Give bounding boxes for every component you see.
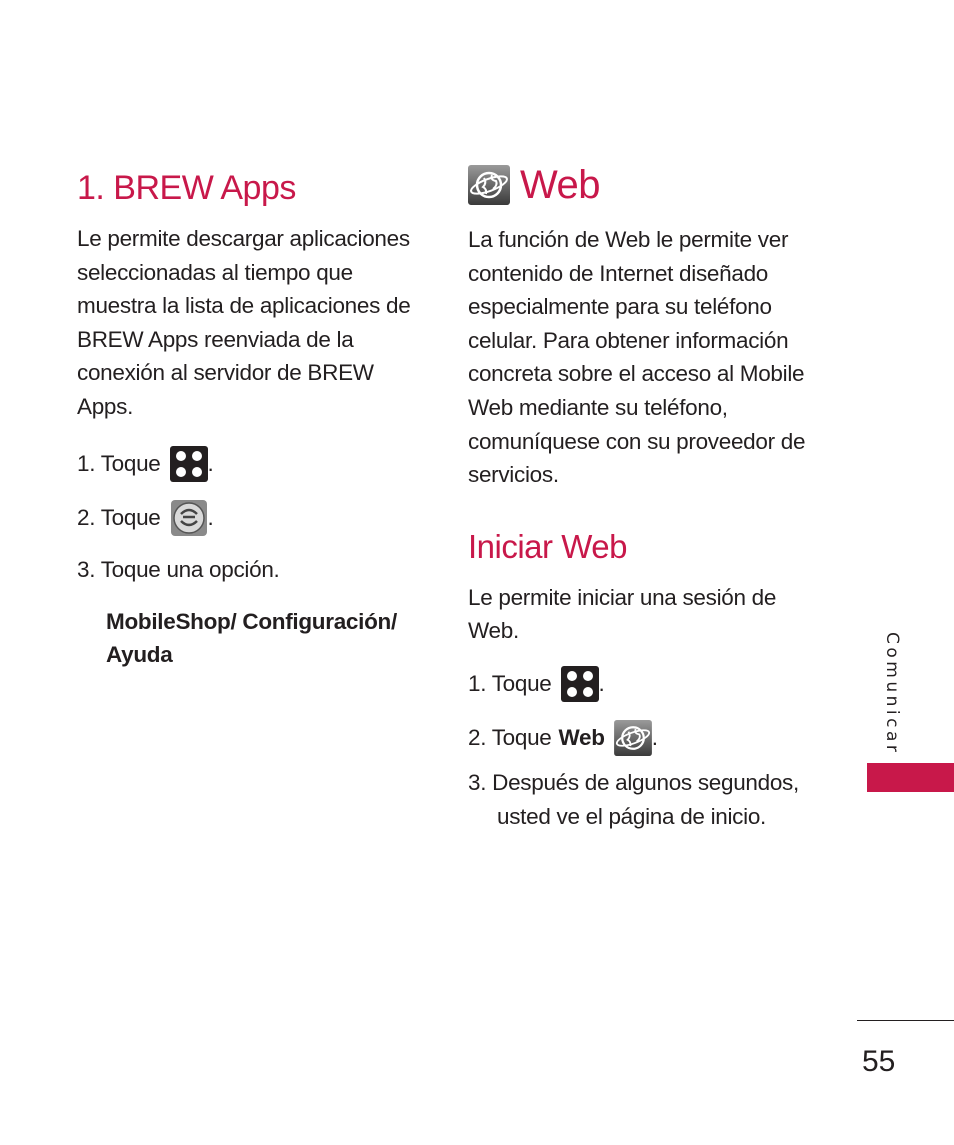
brew-step-2	[77, 499, 432, 537]
web-description: La función de Web le permite ver contenido de Internet diseñado especialmente para su teléfono celular. Para obtener información concreta sobre el acceso al Mobile Web mediante su teléfono, comuníquese con su proveedor de servicios.	[468, 227, 806, 488]
web-section	[468, 162, 828, 833]
brew-step-3	[77, 555, 432, 585]
web-bold-label: Web	[558, 724, 605, 750]
side-tab-label: Comunicar	[882, 632, 902, 756]
step-text: 2. Toque	[468, 724, 552, 750]
side-tab-bar	[867, 763, 954, 792]
menu-grid-icon	[170, 446, 208, 482]
web-step-3: 3. Después de algunos segundos, usted ve el página de inicio.	[468, 769, 799, 829]
brew-apps-heading: 1. BREW Apps	[77, 169, 296, 207]
brew-apps-description: Le permite descargar aplicaciones seleccionadas al tiempo que muestra la lista de aplicaciones de BREW Apps reenviada de la conexión al servidor de BREW Apps.	[77, 226, 411, 419]
step-text: 3. Toque una opción.	[77, 556, 280, 582]
footer-rule	[857, 1020, 954, 1021]
iniciar-web-description: Le permite iniciar una sesión de Web.	[468, 584, 777, 644]
step-text: 2. Toque	[77, 504, 161, 530]
brew-options: MobileShop/ Configuración/ Ayuda	[106, 608, 397, 667]
web-title	[468, 162, 828, 208]
iniciar-web-heading: Iniciar Web	[468, 527, 627, 565]
web-globe-icon	[468, 165, 510, 205]
step-period: .	[207, 504, 214, 530]
step-text: 1. Toque	[468, 670, 552, 696]
web-heading: Web	[520, 163, 601, 207]
web-step-2	[468, 720, 828, 756]
brew-step-1	[77, 446, 432, 482]
step-period: .	[651, 724, 658, 750]
web-globe-icon	[614, 720, 652, 756]
brew-icon	[170, 499, 208, 537]
step-period: .	[207, 450, 214, 476]
step-period: .	[598, 670, 605, 696]
page-number: 55	[862, 1045, 896, 1078]
brew-apps-section	[77, 168, 432, 671]
web-step-1	[468, 666, 828, 702]
menu-grid-icon	[561, 666, 599, 702]
step-text: 1. Toque	[77, 450, 161, 476]
